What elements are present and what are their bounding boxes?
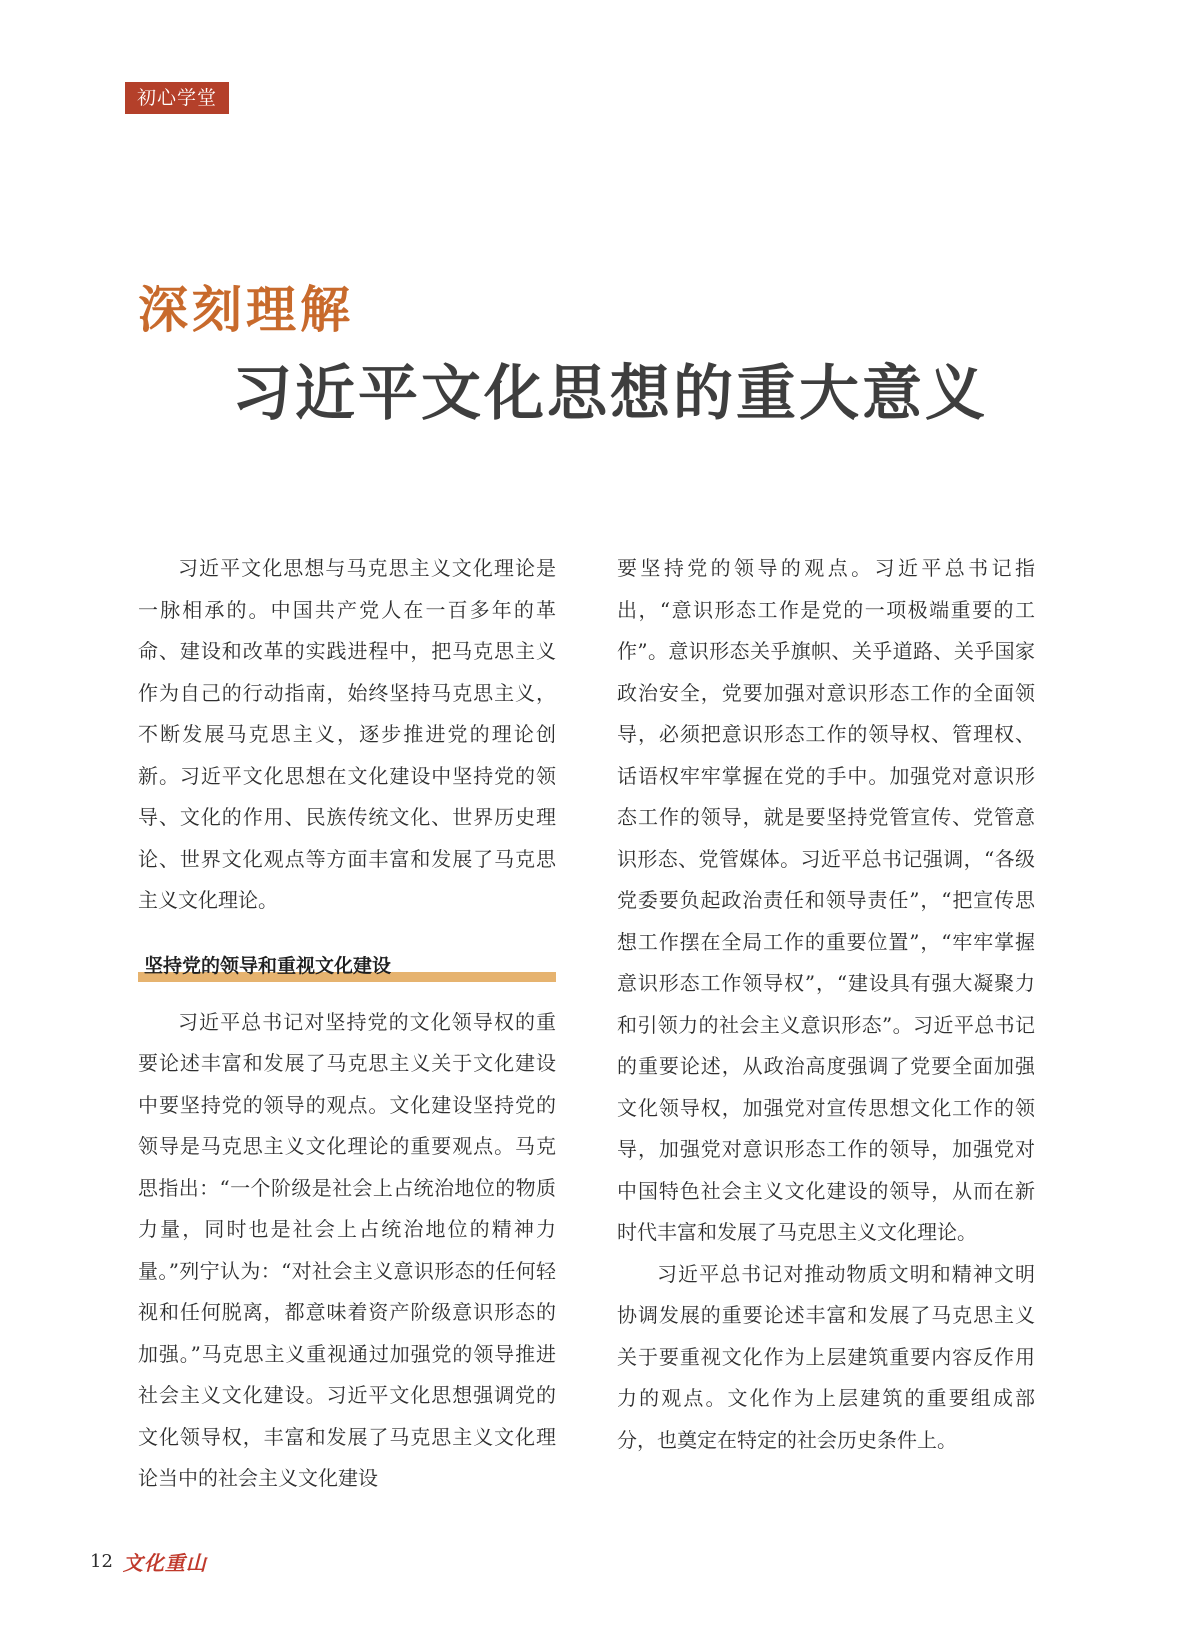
- page-footer: [90, 1546, 207, 1576]
- article-title-line1: 深刻理解: [138, 281, 354, 339]
- body-paragraph-continued: 要坚持党的领导的观点。习近平总书记指出，“意识形态工作是党的一项极端重要的工作”。意识形态关乎旗帜、关乎道路、关乎国家政治安全，党要加强对意识形态工作的全面领导，必须把意识形态工作的领导权、管理权、话语权牢牢掌握在党的手中。加强党对意识形态工作的领导，就是要坚持党管宣传、党管意识形态、党管媒体。习近平总书记强调，“各级党委要负起政治责任和领导责任”，“把宣传思想工作摆在全局工作的重要位置”，“牢牢掌握意识形态工作领导权”，“建设具有强大凝聚力和引领力的社会主义意识形态”。习近平总书记的重要论述，从政治高度强调了党要全面加强文化领导权，加强党对宣传思想文化工作的领导，加强党对意识形态工作的领导，加强党对中国特色社会主义文化建设的领导，从而在新时代丰富和发展了马克思主义文化理论。: [617, 556, 1035, 1244]
- body-paragraph: 习近平总书记对推动物质文明和精神文明协调发展的重要论述丰富和发展了马克思主义关于要重视文化作为上层建筑重要内容反作用力的观点。文化作为上层建筑的重要组成部分，也奠定在特定的社会历史条件上。: [617, 1261, 1035, 1452]
- magazine-logo: 文化重山: [122, 1550, 207, 1575]
- left-column: [138, 548, 556, 1500]
- column-tag: 初心学堂: [125, 82, 229, 114]
- page-number: 12: [90, 1550, 113, 1572]
- body-paragraph: 习近平文化思想与马克思主义文化理论是一脉相承的。中国共产党人在一百多年的革命、建设和改革的实践进程中，把马克思主义作为自己的行动指南，始终坚持马克思主义，不断发展马克思主义，逐步推进党的理论创新。习近平文化思想在文化建设中坚持党的领导、文化的作用、民族传统文化、世界历史理论、世界文化观点等方面丰富和发展了马克思主义文化理论。: [138, 556, 556, 912]
- right-column: [617, 548, 1035, 1461]
- body-paragraph: 习近平总书记对坚持党的文化领导权的重要论述丰富和发展了马克思主义关于文化建设中要坚持党的领导的观点。文化建设坚持党的领导是马克思主义文化理论的重要观点。马克思指出：“一个阶级是社会上占统治地位的物质力量，同时也是社会上占统治地位的精神力量。”列宁认为：“对社会主义意识形态的任何轻视和任何脱离，都意味着资产阶级意识形态的加强。”马克思主义重视通过加强党的领导推进社会主义文化建设。习近平文化思想强调党的文化领导权，丰富和发展了马克思主义文化理论当中的社会主义文化建设: [138, 1009, 556, 1490]
- section-heading: [138, 946, 556, 986]
- section-heading-text: 坚持党的领导和重视文化建设: [144, 954, 392, 977]
- article-title-line2: 习近平文化思想的重大意义: [232, 359, 988, 429]
